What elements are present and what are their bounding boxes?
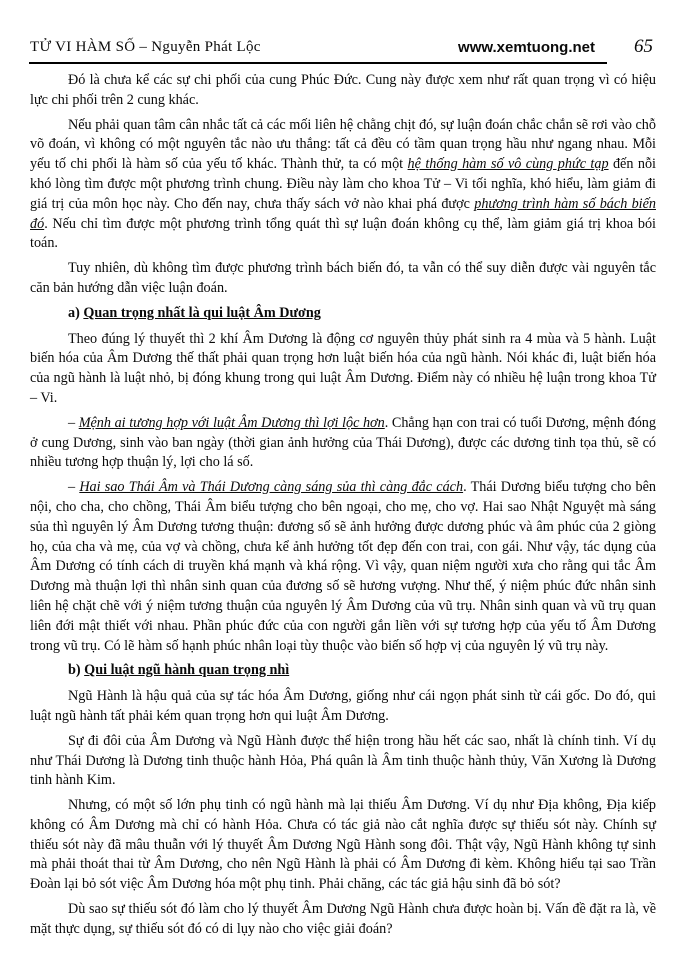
text-segment: . Thái Dương biểu tượng cho bên nội, cho cha, cho chồng, Thái Âm biểu tượng cho bên ngoại, cho mẹ, cho vợ. Hai sao Nhật Nguyệt mà sáng sủa thì nguyên lý Âm Dương tương thuận: đương số sẽ ảnh hưởng được dương phúc và âm phúc của 2 giòng họ, của cha và mẹ, của vợ và chồng, chưa kể ảnh hưởng tốt đẹp đến con trai, con gái. Như vậy, tác dụng của Âm Dương có tính cách di truyền khá mạnh và khá rộng. Vì vậy, quan niệm người xưa cho rằng qui tắc Âm Dương mà thuận lợi thì nhân sinh quan của đương số sẽ hương vượng. Như thế, ý niệm phúc đức nhân sinh liên hệ chặt chẽ với ý niệm tương thuận của nguyên lý Âm Dương của vũ trụ. Nhân sinh quan và vũ trụ quan liên đới mật thiết với nhau. Phần phúc đức của con người gắn liền với sự tương hợp của yếu tố Âm Dương trong vũ trụ. Có lẽ hàm số hạnh phúc nhân loại tùy thuộc vào biến số hợp vị của nguyên lý vũ trụ này.	[30, 479, 656, 654]
text-segment: Mệnh ai tương hợp với luật Âm Dương thì lợi lộc hơn	[78, 414, 385, 431]
paragraph	[30, 900, 656, 940]
paragraph	[30, 259, 656, 299]
text-segment: Quan trọng nhất là qui luật Âm Dương	[83, 304, 321, 321]
text-segment: Qui luật ngũ hành quan trọng nhì	[84, 662, 290, 679]
paragraph	[30, 732, 656, 791]
text-segment: Sự đi đôi của Âm Dương và Ngũ Hành được thể hiện trong hầu hết các sao, nhất là chính tinh. Ví dụ như Thái Dương là Dương tinh thuộc hành Hỏa, Phá quân là Âm tinh thuộc hành thủy, Văn Xương là Dương tinh hành Kim.	[30, 732, 656, 789]
paragraph	[30, 330, 656, 409]
page-body	[30, 71, 656, 945]
header-rule	[29, 62, 607, 64]
text-segment: –	[68, 479, 80, 496]
text-segment: . Nếu chỉ tìm được một phương trình tổng quát thì sự luận đoán không cụ thể, làm giảm giá trị khoa bói toán.	[30, 215, 656, 252]
paragraph	[30, 687, 656, 727]
page-number: 65	[634, 36, 653, 57]
list-item	[30, 478, 656, 656]
text-segment: Ngũ Hành là hậu quả của sự tác hóa Âm Dương, giống như cái ngọn phát sinh từ cái gốc. Do đó, qui luật ngũ hành tất phải kém quan trọng hơn qui luật Âm Dương.	[30, 688, 656, 724]
text-segment: Nhưng, có một số lớn phụ tinh có ngũ hành mà lại thiếu Âm Dương. Ví dụ như Địa không, Địa kiếp không có Âm Dương mà chỉ có hành Hỏa. Chưa có tác giả nào cắt nghĩa được sự thiếu sót này. Chính sự thiếu sót này đã mâu thuẫn với lý thuyết Âm Dương Ngũ Hành song đôi. Thật vậy, Ngũ Hành không tự sinh mà phải thoát thai từ Âm Dương, cho nên Ngũ Hành là phải có Âm Dương đi kèm. Không hiểu tại sao Trần Đoàn lại bỏ sót việc Âm Dương hóa một phụ tinh. Phải chăng, các tác giả hậu sinh đã bỏ sót?	[30, 797, 656, 893]
website-text: www.xemtuong.net	[458, 39, 595, 56]
paragraph	[30, 796, 656, 895]
text-segment: Dù sao sự thiếu sót đó làm cho lý thuyết Âm Dương Ngũ Hành chưa được hoàn bị. Vấn đề đặt ra là, về mặt thực dụng, sự thiếu sót đó có di lụy nào cho việc giải đoán?	[30, 901, 656, 937]
page-header	[0, 36, 686, 62]
book-title: TỬ VI HÀM SỐ – Nguyễn Phát Lộc	[30, 39, 261, 55]
text-segment: a)	[68, 304, 84, 321]
text-segment: Theo đúng lý thuyết thì 2 khí Âm Dương là động cơ nguyên thủy phát sinh ra 4 mùa và 5 hành. Luật biến hóa của Âm Dương thế thất phải quan trọng hơn luật biến hóa của ngũ hành. Nói khác đi, luật biến hóa của ngũ hành là luật nhỏ, bị đóng khung trong qui luật Âm Dương. Điểm này có nhiều hệ luận trong khoa Tử – Vi.	[30, 330, 656, 406]
list-item	[30, 414, 656, 473]
text-segment: Nếu phải quan tâm cân nhắc tất cả các mối liên hệ chằng chịt đó, sự luận đoán chắc chắn sẽ rơi vào chỗ võ đoán, vì không có một nguyên tắc nào ưu thắng: tất cả đều có tầm quan trọng hầu như ngang nhau. Mỗi yếu tố chi phối là hàm số của yếu tố khác. Thành thử, ta có một	[30, 116, 656, 173]
text-segment: b)	[68, 662, 85, 679]
text-segment: phương trình hàm số bách biến đó	[30, 195, 656, 232]
text-segment: đến nỗi khó lòng tìm được một phương trình chung. Điều này làm cho khoa Tử – Vi tối nghĩa, khó hiểu, làm giảm đi giá trị của môn học này. Cho đến nay, chưa thấy sách vở nào khai phá được	[30, 156, 656, 212]
text-segment: . Chẳng hạn con trai có tuổi Dương, mệnh đóng ở cung Dương, sinh vào ban ngày (thời gian ảnh hưởng của Thái Dương), được các dương tinh tọa thủ, sẽ có nhiều tương hợp thuận lý, lợi cho lá số.	[30, 414, 656, 471]
text-segment: hệ thống hàm số vô cùng phức tạp	[407, 156, 609, 173]
section-heading	[30, 304, 656, 324]
text-segment: –	[68, 414, 79, 431]
text-segment: Hai sao Thái Âm và Thái Dương càng sáng sủa thì càng đắc cách	[79, 479, 464, 496]
paragraph	[30, 71, 656, 111]
text-segment: Đó là chưa kể các sự chi phối của cung Phúc Đức. Cung này được xem như rất quan trọng vì có hiệu lực chi phối trên 2 cung khác.	[30, 72, 656, 108]
section-heading	[30, 661, 656, 681]
paragraph	[30, 116, 656, 255]
text-segment: Tuy nhiên, dù không tìm được phương trình bách biến đó, ta vẫn có thể suy diễn được vài nguyên tắc căn bản hướng dẫn việc luận đoán.	[30, 260, 656, 296]
